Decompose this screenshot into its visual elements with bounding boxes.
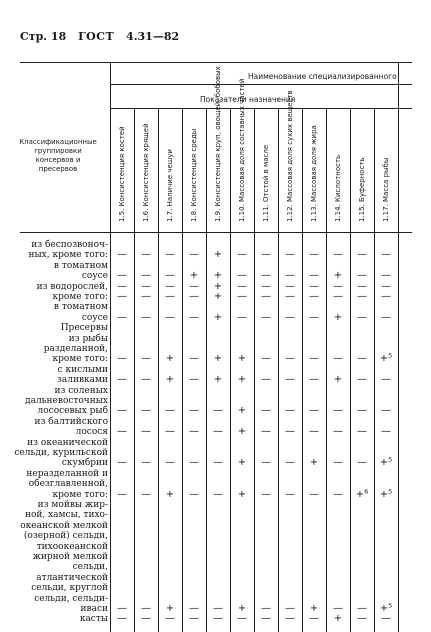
table-cell: — [141, 311, 151, 323]
row-header: Классификационные группировки консервов и пресервов [19, 138, 97, 173]
table-cell: — [189, 374, 199, 386]
table-cell: — [189, 249, 199, 261]
table-cell: — [261, 353, 271, 365]
table-cell: — [117, 280, 127, 292]
row-label: сельди, круглой [31, 583, 108, 594]
column-header [230, 78, 254, 230]
table-cell: +⁶ [355, 488, 369, 500]
table-cell: — [141, 457, 151, 469]
table-cell: + [237, 426, 247, 438]
table-cell: — [381, 374, 391, 386]
row-label: соусе [81, 312, 108, 323]
standard-number: 4.31—82 [126, 30, 180, 43]
row-label: сельди, сельди- [34, 593, 108, 604]
row-label: обезглавленной, [28, 479, 108, 490]
table-cell: — [309, 311, 319, 323]
table-cell: — [117, 270, 127, 282]
table-cell: — [117, 426, 127, 438]
table-cell: — [189, 280, 199, 292]
column-header-label: 1.14. Кислотность [334, 154, 342, 222]
column-header [182, 112, 206, 230]
table-cell: — [285, 280, 295, 292]
table-cell: — [285, 374, 295, 386]
row-label: разделанной, [43, 344, 108, 354]
table-cell: — [357, 353, 367, 365]
column-header-label: 1.5. Консистенция костей [118, 126, 126, 222]
table-cell: + [165, 374, 175, 386]
table-cell: + [213, 353, 223, 365]
table-cell: — [141, 488, 151, 500]
row-label: кроме того: [52, 489, 108, 500]
table-cell: — [357, 374, 367, 386]
table-cell: — [381, 426, 391, 438]
table-cell: + [213, 374, 223, 386]
table-cell: — [141, 270, 151, 282]
column-header [278, 90, 302, 230]
row-label: лососевых рыб [37, 406, 108, 417]
table-cell: — [285, 488, 295, 500]
table-cell: — [165, 280, 175, 292]
row-label: сельди, [72, 562, 108, 573]
table-cell: — [165, 613, 175, 625]
table-cell: — [261, 405, 271, 417]
table-cell: + [309, 457, 319, 469]
table-cell: — [285, 613, 295, 625]
table-cell: — [189, 426, 199, 438]
table-cell: — [117, 457, 127, 469]
row-label: из водорослей, [36, 281, 108, 292]
column-header-label: 1.12. Массовая доля сухих веществ [286, 90, 294, 222]
page-number: Стр. 18 [20, 30, 67, 43]
table-cell: — [381, 280, 391, 292]
table-cell: — [309, 488, 319, 500]
table-cell: — [381, 270, 391, 282]
col-rule [398, 62, 399, 632]
table-cell: — [117, 311, 127, 323]
table-cell: — [309, 613, 319, 625]
table-cell: — [213, 613, 223, 625]
table-cell: + [309, 603, 319, 614]
table-cell: — [381, 291, 391, 302]
table-cell: — [357, 249, 367, 261]
table-cell: +⁵ [379, 488, 393, 500]
group-title: Наименование специализированного [248, 72, 397, 81]
table-cell: — [213, 405, 223, 417]
column-header [254, 112, 278, 230]
table-cell: — [237, 280, 247, 292]
table-cell: — [237, 249, 247, 261]
table-cell: — [189, 613, 199, 625]
table-cell: — [309, 270, 319, 282]
table-cell: — [165, 457, 175, 469]
row-label: неразделанной и [26, 468, 108, 479]
column-header [326, 112, 350, 230]
row-label: кроме того: [52, 292, 108, 302]
table-cell: + [333, 311, 343, 323]
table-cell: — [357, 613, 367, 625]
table-cell: — [381, 613, 391, 625]
table-cell: + [213, 280, 223, 292]
row-label: из мойвы жир- [37, 500, 108, 510]
table-cell: — [261, 249, 271, 261]
table-cell: — [189, 291, 199, 302]
table-cell: — [117, 488, 127, 500]
table-cell: — [285, 457, 295, 469]
table-cell: + [333, 374, 343, 386]
column-header [110, 112, 134, 230]
table-cell: + [237, 457, 247, 469]
table-cell: +⁵ [379, 603, 393, 614]
table-cell: +⁵ [379, 353, 393, 365]
column-header-label: 1.17. Масса рыбы [382, 157, 390, 222]
table-cell: — [189, 488, 199, 500]
table-cell: + [237, 353, 247, 365]
column-header-label: 1.13. Массовая доля жира [310, 125, 318, 222]
table-cell: + [213, 270, 223, 282]
table-cell: — [333, 603, 343, 614]
table-cell: — [381, 311, 391, 323]
column-header-label: 1.8. Консистенция среды [190, 128, 198, 222]
table-cell: — [285, 291, 295, 302]
row-label: лосося [75, 427, 108, 438]
row-label: из беспозвоноч- [31, 240, 108, 250]
table-cell: — [189, 405, 199, 417]
table-cell: — [213, 603, 223, 614]
table-cell: — [261, 374, 271, 386]
row-label: жирной мелкой [32, 552, 108, 562]
row-label: океанской мелкой [20, 520, 108, 531]
table-cell: — [165, 426, 175, 438]
table-cell: — [237, 291, 247, 302]
table-cell: + [237, 488, 247, 500]
row-label: тихоокеанской [36, 541, 108, 552]
table-cell: + [165, 603, 175, 614]
table-cell: — [141, 353, 151, 365]
table-cell: — [261, 426, 271, 438]
table-cell: — [333, 291, 343, 302]
table-cell: + [165, 488, 175, 500]
table-cell: +⁵ [379, 457, 393, 469]
table-cell: — [309, 291, 319, 302]
row-label: в томатном [53, 260, 108, 271]
table-cell: — [333, 405, 343, 417]
table-cell: — [141, 291, 151, 302]
table-cell: — [141, 280, 151, 292]
row-label: ных, кроме того: [28, 250, 108, 261]
table-cell: — [357, 270, 367, 282]
column-header-label: 1.10. Массовая доля составных частей [238, 78, 246, 222]
table-cell: + [213, 311, 223, 323]
table-cell: — [333, 488, 343, 500]
table-cell: — [309, 405, 319, 417]
table-cell: + [165, 353, 175, 365]
table-cell: — [165, 270, 175, 282]
row-label: из рыбы [68, 333, 108, 344]
table-cell: — [285, 405, 295, 417]
table-cell: — [141, 374, 151, 386]
table-cell: — [357, 311, 367, 323]
table-cell: — [261, 270, 271, 282]
row-label: иваси [80, 604, 108, 614]
row-label: дальневосточных [25, 396, 108, 406]
table-cell: + [213, 249, 223, 261]
table-cell: — [333, 249, 343, 261]
row-label: атлантической [36, 572, 108, 583]
table-cell: — [357, 426, 367, 438]
column-header-label: 1.11. Отстой в масле [262, 144, 270, 222]
table-cell: — [261, 291, 271, 302]
subtitle-rule [110, 108, 412, 109]
table-cell: — [165, 405, 175, 417]
table-cell: — [285, 353, 295, 365]
row-label: сельди, курильской [14, 448, 108, 458]
column-header [350, 112, 374, 230]
row-label: (озерной) сельди, [23, 531, 108, 542]
table-cell: — [261, 311, 271, 323]
table-cell: — [261, 457, 271, 469]
row-label: скумбрии [61, 458, 108, 469]
sub-title: Показатели назначения [200, 95, 296, 104]
table-cell: — [237, 311, 247, 323]
row-label: касты [79, 614, 108, 625]
table-cell: — [381, 405, 391, 417]
table-cell: — [117, 374, 127, 386]
table-cell: — [309, 249, 319, 261]
table-cell: — [117, 603, 127, 614]
table-cell: — [141, 603, 151, 614]
column-header-label: 1.15. Буферность [358, 157, 366, 222]
table-cell: — [237, 270, 247, 282]
table-cell: — [333, 280, 343, 292]
table-cell: — [141, 426, 151, 438]
table-cell: — [285, 311, 295, 323]
table-cell: + [333, 270, 343, 282]
table-cell: + [237, 405, 247, 417]
table-cell: — [213, 488, 223, 500]
table-cell: — [285, 270, 295, 282]
table-cell: — [309, 426, 319, 438]
row-label: кроме того: [52, 354, 108, 365]
table-cell: — [261, 280, 271, 292]
column-header-label: 1.6. Консистенция хрящей [142, 123, 150, 222]
table-cell: — [261, 488, 271, 500]
table-cell: — [357, 603, 367, 614]
table-cell: — [165, 311, 175, 323]
column-header-label: 1.7. Наличие чешуи [166, 149, 174, 222]
row-label: соусе [81, 271, 108, 282]
table-cell: — [309, 280, 319, 292]
table-cell: — [189, 603, 199, 614]
table-cell: — [117, 353, 127, 365]
table-cell: + [213, 291, 223, 302]
table-cell: + [237, 374, 247, 386]
table-cell: — [117, 249, 127, 261]
table-cell: — [237, 613, 247, 625]
table-cell: + [333, 613, 343, 625]
table-cell: + [237, 603, 247, 614]
header-bottom-rule [20, 232, 412, 233]
column-header [134, 112, 158, 230]
table-cell: — [381, 249, 391, 261]
row-label: из соленых [54, 385, 108, 396]
group-rule [110, 84, 412, 85]
table-cell: — [261, 613, 271, 625]
table-cell: — [357, 457, 367, 469]
row-label: ной, хамсы, тихо- [24, 510, 108, 521]
table-cell: — [213, 457, 223, 469]
column-header [158, 112, 182, 230]
table-cell: — [189, 457, 199, 469]
table-cell: — [285, 426, 295, 438]
row-label: Пресервы [60, 323, 108, 334]
table-cell: — [189, 353, 199, 365]
table-cell: — [309, 374, 319, 386]
table-cell: — [285, 249, 295, 261]
table-cell: — [117, 291, 127, 302]
table-cell: — [141, 405, 151, 417]
row-label: из океанической [27, 437, 108, 448]
row-label: заливками [56, 375, 108, 386]
row-label: из балтийского [34, 416, 108, 427]
table-cell: — [117, 613, 127, 625]
column-header-label: 1.9. Консистенция круп, овощей, бобовых [214, 66, 222, 222]
table-top-rule [20, 62, 412, 63]
table-cell: + [189, 270, 199, 282]
column-header [374, 112, 398, 230]
table-cell: — [141, 613, 151, 625]
column-header [206, 66, 230, 230]
table-cell: — [357, 291, 367, 302]
row-label: в томатном [53, 302, 108, 313]
table-cell: — [261, 603, 271, 614]
table-cell: — [309, 353, 319, 365]
table-cell: — [165, 291, 175, 302]
table-cell: — [213, 426, 223, 438]
table-cell: — [333, 353, 343, 365]
table-cell: — [165, 249, 175, 261]
table-cell: — [285, 603, 295, 614]
table-cell: — [357, 405, 367, 417]
standard-name: ГОСТ [78, 30, 115, 43]
table-cell: — [357, 280, 367, 292]
table-cell: — [117, 405, 127, 417]
table-cell: — [189, 311, 199, 323]
table-cell: — [333, 426, 343, 438]
table-cell: — [333, 457, 343, 469]
table-cell: — [141, 249, 151, 261]
row-label: с кислыми [57, 364, 108, 375]
column-header [302, 112, 326, 230]
